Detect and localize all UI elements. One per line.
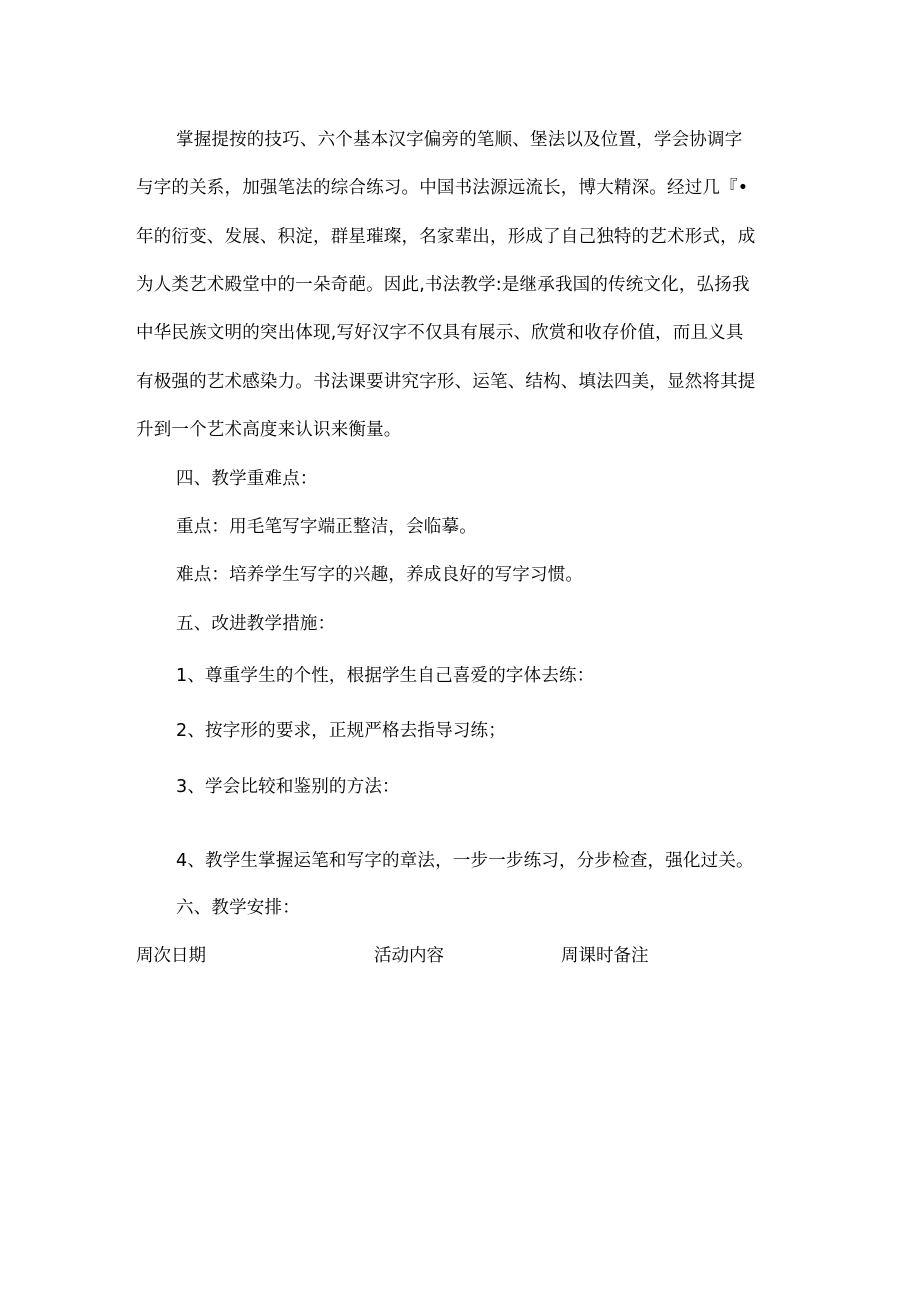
column-header-week-date: 周次日期 [136, 946, 206, 966]
paragraph-line: 升到一个艺术高度来认识来衡量。 [136, 420, 402, 440]
paragraph-line: 中华民族文明的突出体现,写好汉字不仅具有展示、欣赏和收存价值，而且义具 [136, 323, 744, 343]
paragraph-line: 掌握提按的技巧、六个基本汉字偏旁的笔顺、堡法以及位置，学会协调字 [176, 130, 743, 150]
key-point: 重点：用毛笔写字端正整洁，会临摹。 [176, 517, 477, 537]
difficult-point: 难点：培养学生写字的兴趣，养成良好的写字习惯。 [176, 565, 584, 585]
section-heading: 四、教学重难点： [176, 469, 318, 489]
paragraph-line: 有极强的艺术感染力。书法课要讲究字形、运笔、结构、填法四美，显然将其提 [136, 372, 756, 392]
column-header-activity: 活动内容 [374, 946, 444, 966]
list-item: 2、按字形的要求，正规严格去指导习练； [176, 721, 506, 741]
paragraph-line: 与字的关系，加强笔法的综合练习。中国书法源远流长，博大精深。经过几『• [136, 178, 749, 198]
section-heading: 五、改进教学措施： [176, 614, 336, 634]
section-heading: 六、教学安排： [176, 898, 300, 918]
list-item: 3、学会比较和鉴别的方法： [176, 777, 400, 797]
column-header-hours-notes: 周课时备注 [561, 946, 649, 966]
paragraph-line: 为人类艺术殿堂中的一朵奇葩。因此,书法教学:是继承我国的传统文化，弘扬我 [136, 275, 750, 295]
list-item: 4、教学生掌握运笔和写字的章法，一步一步练习，分步检查，强化过关。 [176, 851, 754, 871]
list-item: 1、尊重学生的个性，根据学生自己喜爱的字体去练： [176, 666, 595, 686]
paragraph-line: 年的衍变、发展、积淀，群星璀璨，名家辈出，形成了自己独特的艺术形式，成 [136, 227, 756, 247]
